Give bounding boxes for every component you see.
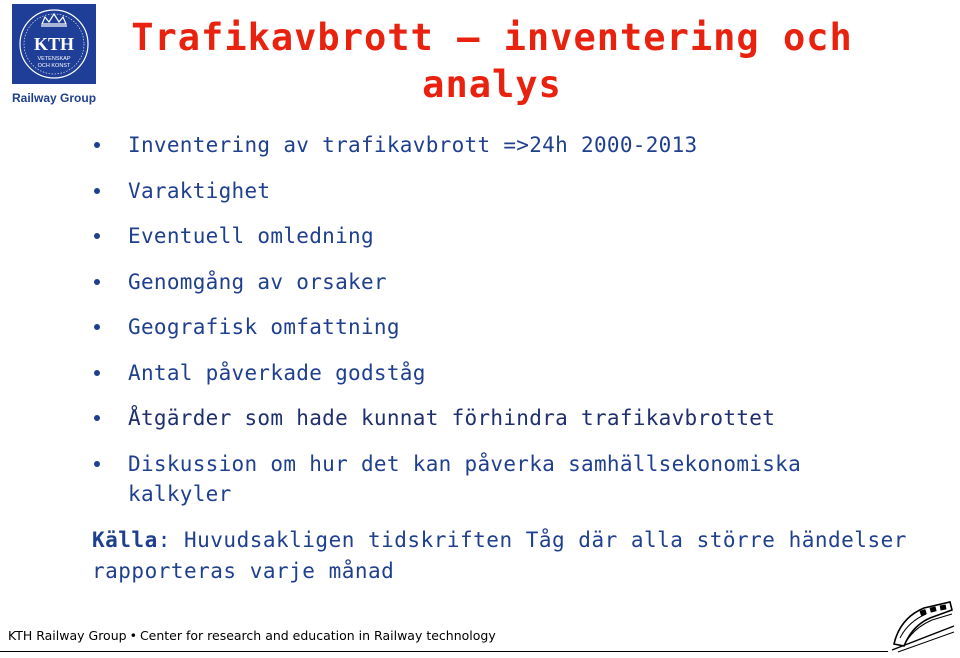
footer-rule (0, 651, 888, 652)
source-label: Källa (92, 528, 158, 552)
bullet-item: Genomgång av orsaker (92, 267, 912, 297)
bullet-item: Varaktighet (92, 176, 912, 206)
bullet-item: Diskussion om hur det kan påverka samhällsekonomiska kalkyler (92, 449, 912, 509)
footer-tagline: Center for research and education in Railway technology (139, 628, 496, 643)
slide-title-line1: Trafikavbrott – inventering och (131, 16, 853, 59)
footer-separator: • (129, 628, 137, 643)
logo-line1: VETENSKAP (37, 56, 71, 62)
bullet-item: Geografisk omfattning (92, 312, 912, 342)
bullet-item: Åtgärder som hade kunnat förhindra trafikavbrottet (92, 403, 912, 433)
source-text: : Huvudsakligen tidskriften Tåg där alla större händelser rapporteras varje månad (92, 528, 907, 583)
source-note (92, 525, 922, 587)
bullet-item: Inventering av trafikavbrott =>24h 2000-2013 (92, 130, 912, 160)
footer-org: KTH Railway Group (8, 628, 127, 643)
bullet-list (92, 130, 912, 524)
slide-title (112, 14, 872, 108)
slide-title-line2: analys (422, 63, 562, 106)
kth-crown-emblem-icon (12, 4, 96, 84)
train-icon (890, 596, 956, 654)
logo-line2: OCH KONST (37, 63, 71, 69)
kth-logo (12, 4, 96, 84)
footer (8, 628, 496, 643)
logo-brand: KTH (33, 34, 75, 54)
logo-caption: Railway Group (12, 91, 97, 105)
bullet-item: Antal påverkade godståg (92, 358, 912, 388)
bullet-item: Eventuell omledning (92, 221, 912, 251)
